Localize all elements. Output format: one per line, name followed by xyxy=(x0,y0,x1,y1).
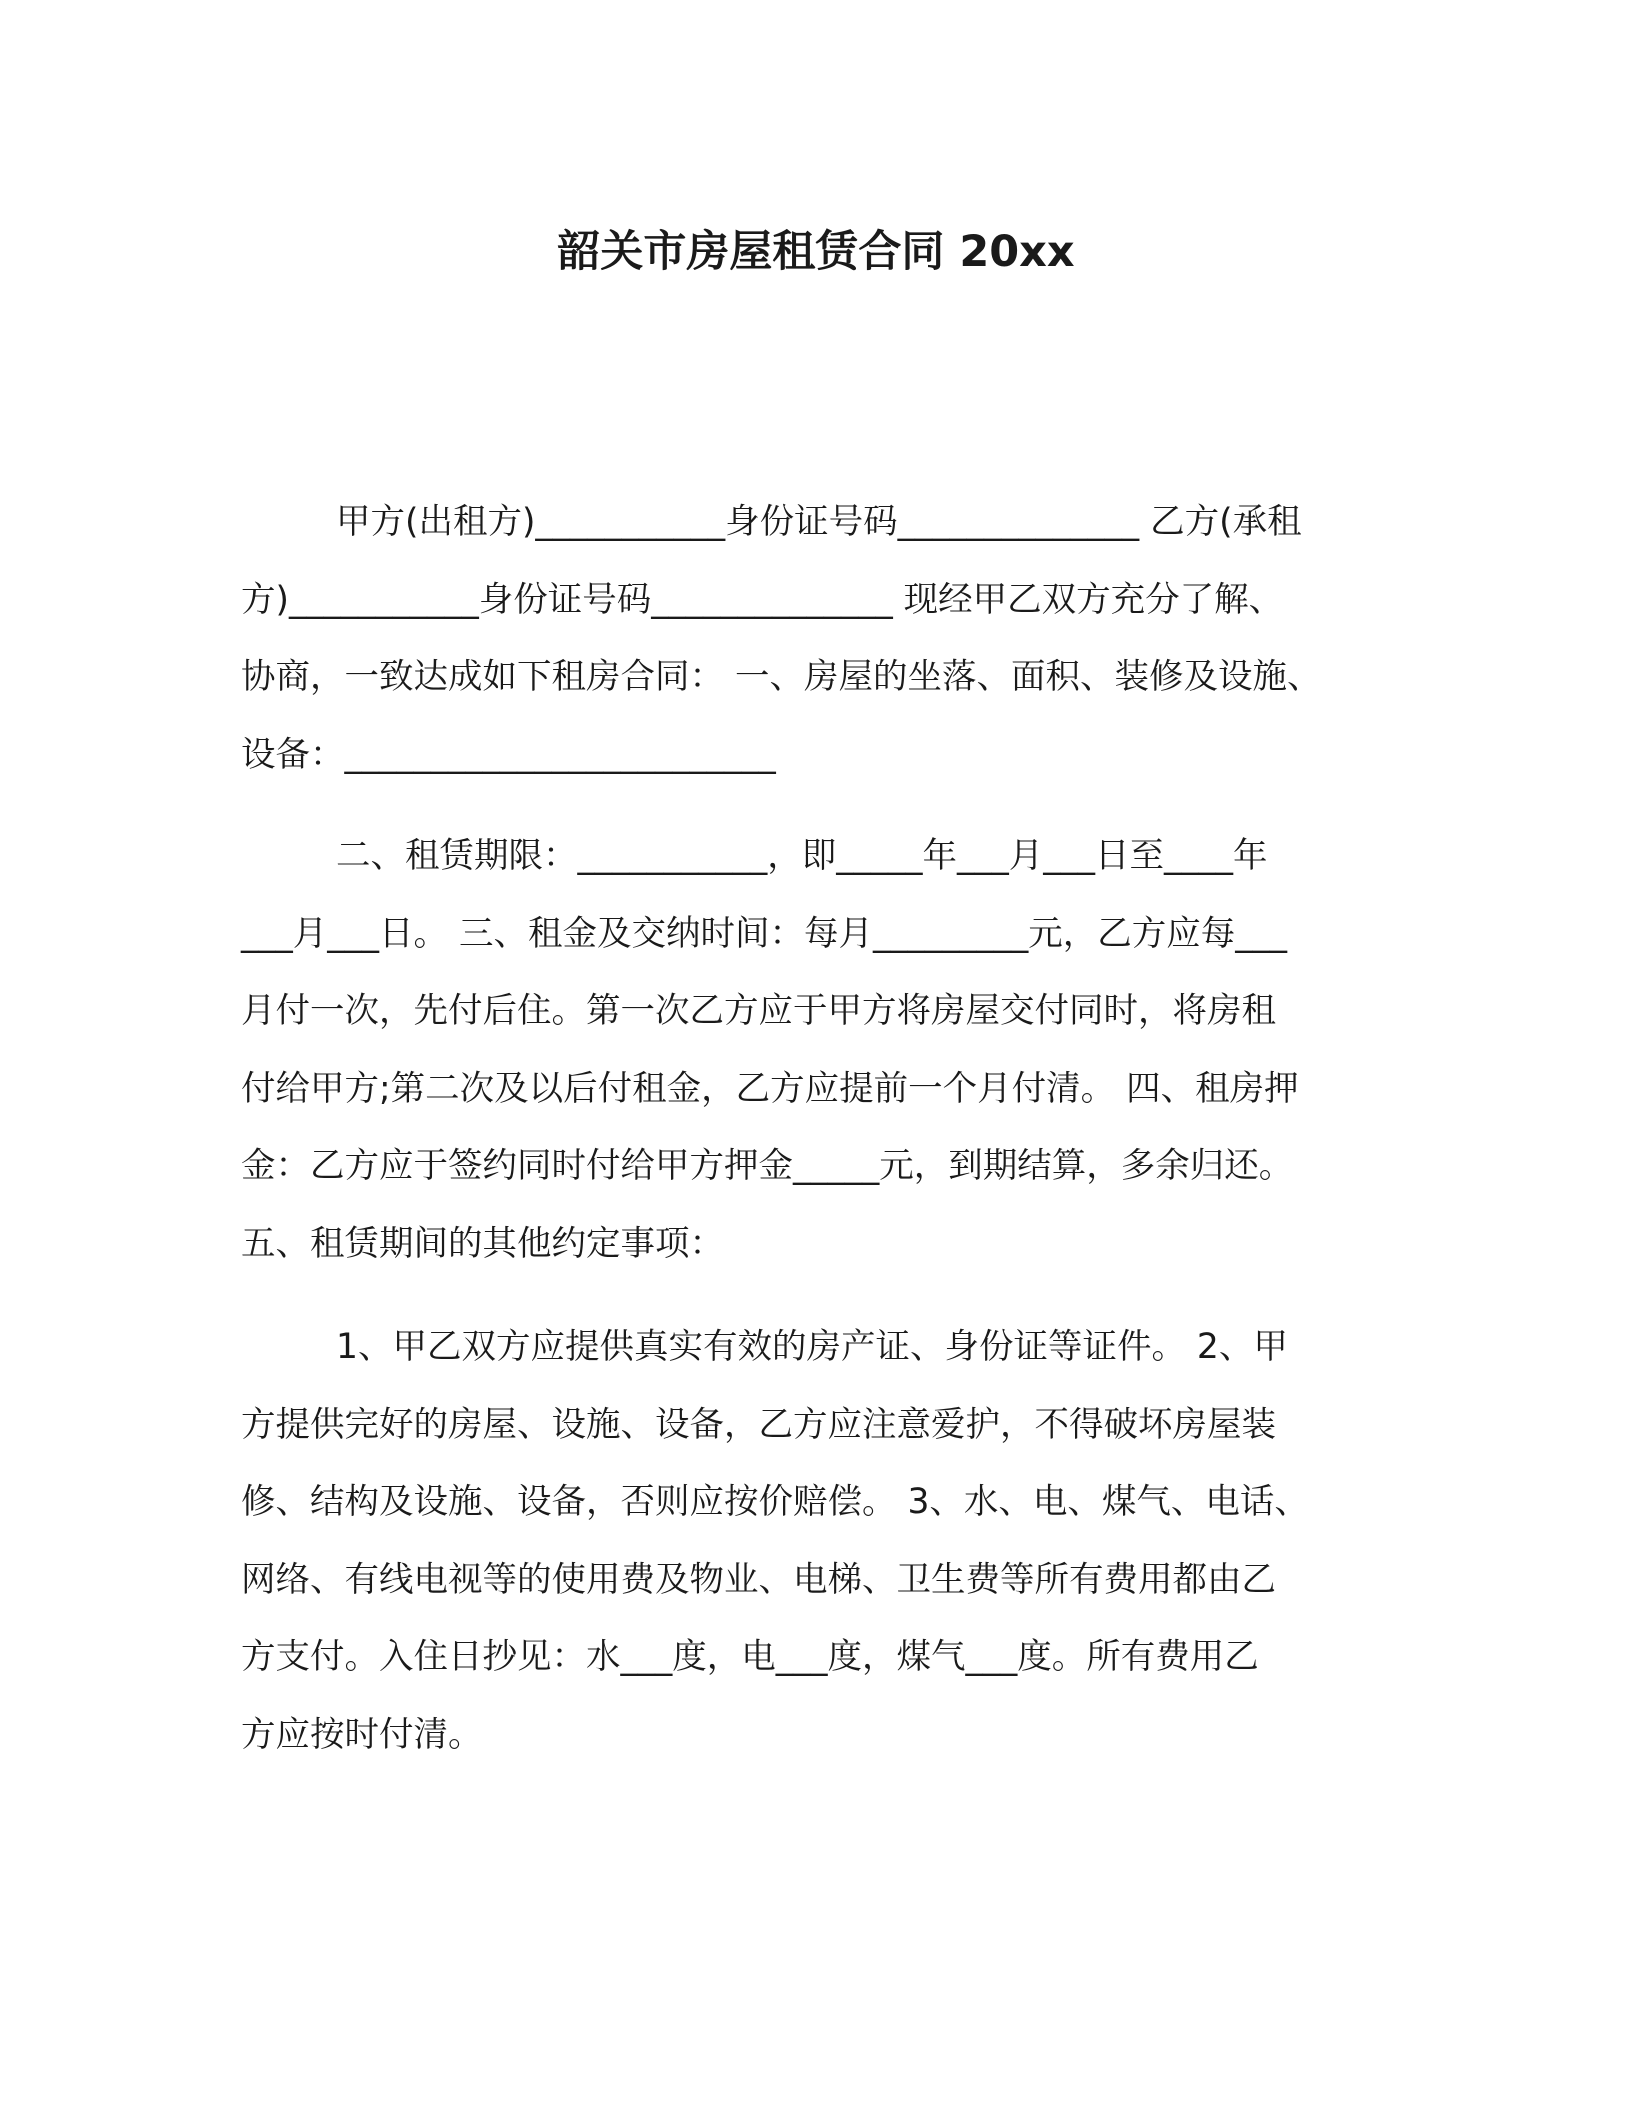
text-line: 五、租赁期间的其他约定事项： xyxy=(241,1223,724,1264)
text-line: 1、甲乙双方应提供真实有效的房产证、身份证等证件。 2、甲 xyxy=(336,1327,1288,1367)
text-line: 金：乙方应于签约同时付给甲方押金_____元，到期结算，多余归还。 xyxy=(241,1146,1294,1186)
text-line: 甲方(出租方)___________身份证号码______________ 乙方(承租 xyxy=(336,502,1302,542)
paragraph-term-rent-deposit xyxy=(241,818,1383,1283)
text-line: 二、租赁期限：___________，即_____年___月___日至____年 xyxy=(336,836,1268,876)
text-line: 方提供完好的房屋、设施、设备，乙方应注意爱护，不得破坏房屋装 xyxy=(241,1404,1276,1445)
text-line: 方)___________身份证号码______________ 现经甲乙双方充分了解、 xyxy=(241,579,1284,620)
text-line: 方应按时付清。 xyxy=(241,1714,483,1755)
document-title: 韶关市房屋租赁合同 20xx xyxy=(557,227,1075,277)
paragraph-parties-and-premises xyxy=(241,484,1383,794)
text-line: ___月___日。 三、租金及交纳时间：每月_________元，乙方应每___ xyxy=(241,913,1287,954)
text-line: 协商，一致达成如下租房合同： 一、房屋的坐落、面积、装修及设施、 xyxy=(241,657,1322,697)
text-line: 方支付。入住日抄见：水___度，电___度，煤气___度。所有费用乙 xyxy=(241,1637,1259,1677)
text-line: 网络、有线电视等的使用费及物业、电梯、卫生费等所有费用都由乙 xyxy=(241,1559,1276,1600)
text-line: 月付一次，先付后住。第一次乙方应于甲方将房屋交付同时，将房租 xyxy=(241,991,1276,1031)
text-line: 付给甲方;第二次及以后付租金，乙方应提前一个月付清。 四、租房押 xyxy=(241,1068,1299,1109)
text-line: 设备：_________________________ xyxy=(241,734,776,775)
text-line: 修、结构及设施、设备，否则应按价赔偿。 3、水、电、煤气、电话、 xyxy=(241,1482,1309,1522)
paragraph-other-terms xyxy=(241,1309,1383,1774)
